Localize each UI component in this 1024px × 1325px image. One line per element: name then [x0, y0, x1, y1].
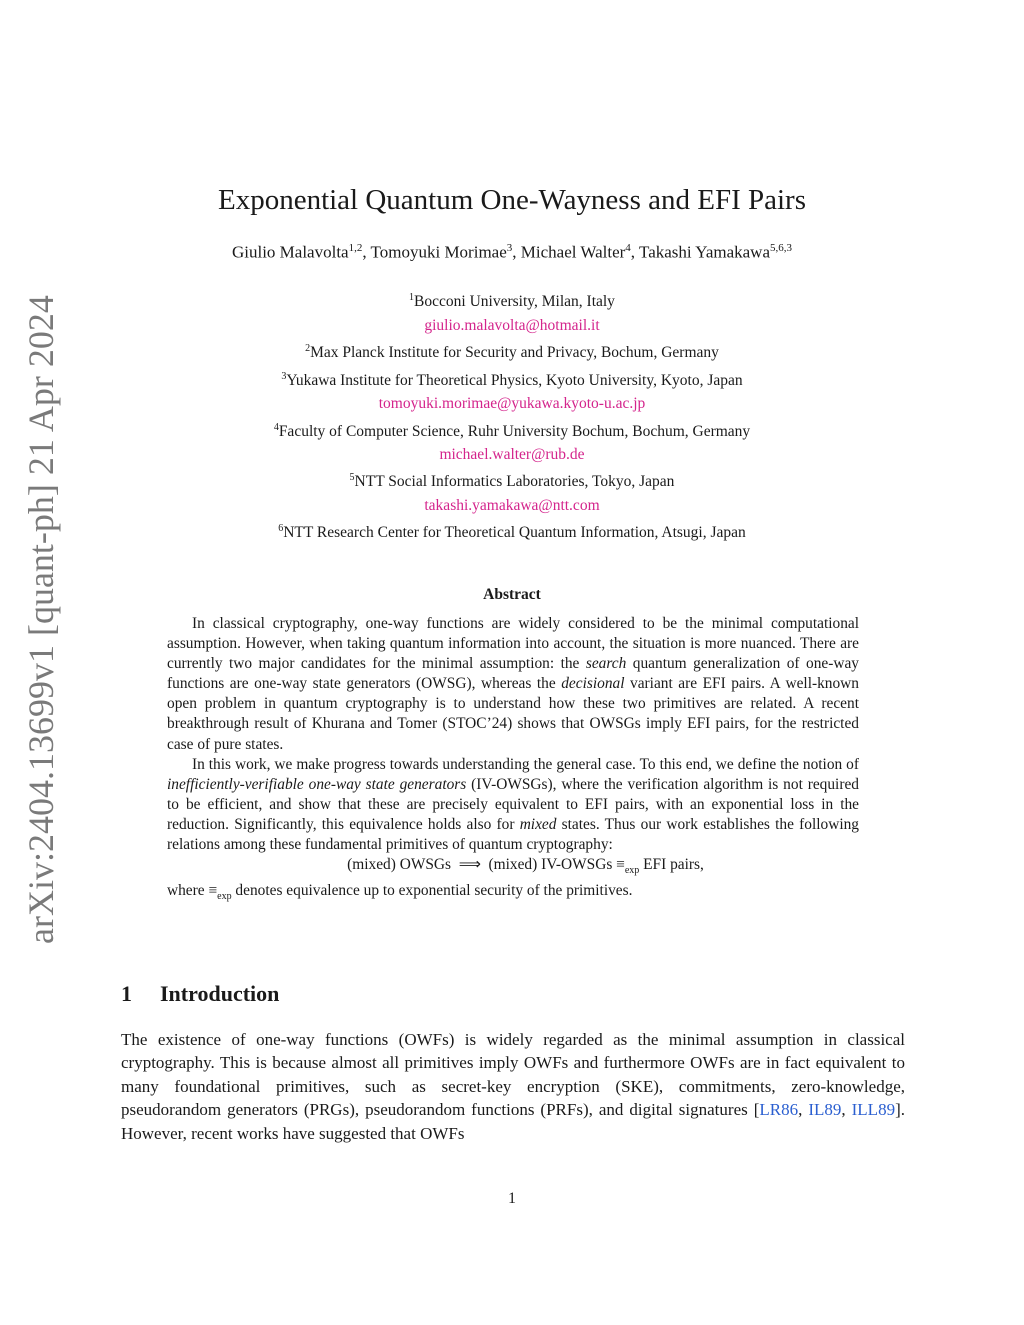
email-link[interactable]: michael.walter@rub.de — [439, 446, 585, 464]
author-affil-ref: 1,2 — [348, 242, 363, 254]
section-heading: 1 Introduction — [121, 981, 280, 1006]
email-link[interactable]: giulio.malavolta@hotmail.it — [424, 316, 600, 334]
citation-link[interactable]: LR86 — [759, 1100, 799, 1120]
affiliation: $^2$Max Planck Institute for Security and Privacy, Bochum, Germany — [305, 342, 719, 362]
author-name: Michael Walter — [520, 242, 626, 262]
display-formula: (mixed) OWSGs ⟹ (mixed) IV-OWSGs $\equiv_{exp}$ EFI pairs, — [347, 856, 704, 877]
author-name: Takashi Yamakawa — [639, 242, 771, 262]
paper-title: Exponential Quantum One-Wayness and EFI Pairs — [217, 184, 806, 216]
affiliation: $^1$Bocconi University, Milan, Italy — [409, 292, 615, 311]
introduction-paragraph: The existence of one-way functions (OWFs) is widely regarded as the minimal assumption in classical cryptography. This is because almost all primitives imply OWFs and furthermore OWFs are in fact equivalent to many foundational primitives, such as secret-key encryption (SKE), commitments, zero-knowledge, pseudorandom generators (PRGs), pseudorandom functions (PRFs), and digital signatures [LR86, IL89, ILL89]. However, recent works have suggested that OWFs — [121, 1030, 905, 1143]
affiliation: $^3$Yukawa Institute for Theoretical Physics, Kyoto University, Kyoto, Japan — [281, 370, 743, 389]
author-affil-ref: 3 — [506, 242, 513, 254]
abstract-heading: Abstract — [483, 586, 541, 603]
affiliation: $^6$NTT Research Center for Theoretical Quantum Information, Atsugi, Japan — [278, 523, 746, 542]
arxiv-identifier: arXiv:2404.13699v1 [quant-ph] 21 Apr 2024 — [21, 295, 61, 945]
email-link[interactable]: tomoyuki.morimae@yukawa.kyoto-u.ac.jp — [378, 395, 646, 413]
formula-explanation: where $\equiv_{exp}$ denotes equivalence up to exponential security of the primitives. — [167, 882, 633, 903]
affiliation: $^5$NTT Social Informatics Laboratories, Tokyo, Japan — [349, 472, 675, 491]
email-link[interactable]: takashi.yamakawa@ntt.com — [424, 497, 600, 515]
author-affil-ref: 5,6,3 — [770, 242, 793, 254]
affiliation-list — [0, 286, 1024, 545]
abstract-paragraph: In classical cryptography, one-way functions are widely considered to be the minimal computational assumption. However, when taking quantum information into account, the situation is more nuanced. There are currently two major candidates for the minimal assumption: the search quantum generalization of one-way functions are one-way state generators (OWSG), whereas the decisional variant are EFI pairs. A well-known open problem in quantum cryptography is to understand how these two primitives are related. A recent breakthrough result of Khurana and Tomer (STOC’24) shows that OWSGs imply EFI pairs, for the restricted case of pure states. — [167, 615, 859, 753]
citation-link[interactable]: IL89 — [808, 1100, 842, 1120]
page-number: 1 — [508, 1190, 516, 1207]
abstract-paragraph: In this work, we make progress towards understanding the general case. To this end, we define the notion of inefficiently-verifiable one-way state generators (IV-OWSGs), where the verification algorithm is not required to be efficient, and show that these are precisely equivalent to EFI pairs, with an exponential loss in the reduction. Significantly, this equivalence holds also for mixed states. Thus our work establishes the following relations among these fundamental primitives of quantum cryptography: — [167, 755, 859, 854]
author-affil-ref: 4 — [625, 242, 631, 254]
author-list: Giulio Malavolta$^{1,2}$, Tomoyuki Morimae$^3$, Michael Walter$^4$, Takashi Yamakawa$^{5,6,3}$ — [231, 242, 793, 262]
affiliation: $^4$Faculty of Computer Science, Ruhr University Bochum, Bochum, Germany — [273, 421, 751, 440]
citation-link[interactable]: ILL89 — [851, 1100, 896, 1120]
abstract-body — [167, 614, 859, 907]
author-name: Tomoyuki Morimae — [370, 242, 507, 262]
author-name: Giulio Malavolta — [231, 242, 349, 262]
